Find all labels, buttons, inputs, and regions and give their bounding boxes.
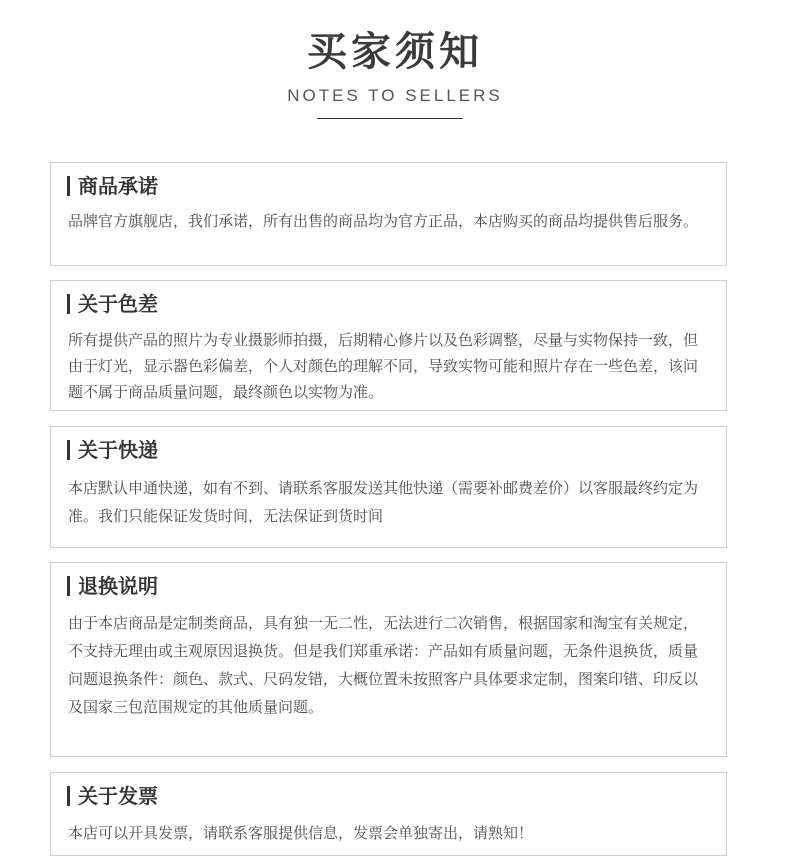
section-title: 商品承诺 — [78, 174, 158, 198]
title-divider — [317, 118, 463, 119]
section-bar — [67, 176, 70, 196]
section-body: 品牌官方旗舰店，我们承诺，所有出售的商品均为官方正品，本店购买的商品均提供售后服务。 — [68, 212, 699, 230]
section-title: 关于快递 — [78, 438, 158, 462]
section-header — [67, 173, 158, 199]
section-header — [67, 573, 158, 599]
section-body: 本店可以开具发票，请联系客服提供信息，发票会单独寄出，请熟知！ — [68, 824, 534, 842]
section-body: 本店默认申通快递，如有不到、请联系客服发送其他快递（需要补邮费差价）以客服最终约定为准。我们只能保证发货时间，无法保证到货时间 — [68, 479, 699, 525]
section-title: 关于色差 — [78, 292, 158, 316]
section-header — [67, 783, 158, 809]
section-title: 关于发票 — [78, 784, 158, 808]
page-subtitle: NOTES TO SELLERS — [287, 86, 503, 105]
section-delivery — [50, 426, 727, 548]
section-color-difference — [50, 280, 727, 411]
section-product-promise — [50, 162, 727, 266]
section-bar — [67, 786, 70, 806]
section-body: 所有提供产品的照片为专业摄影师拍摄，后期精心修片以及色彩调整，尽量与实物保持一致，但由于灯光，显示器色彩偏差，个人对颜色的理解不同，导致实物可能和照片存在一些色差，该问题不属于商品质量问题，最终颜色以实物为准。 — [68, 331, 699, 401]
section-return-policy — [50, 562, 727, 757]
section-bar — [67, 294, 70, 314]
section-title: 退换说明 — [78, 574, 158, 598]
section-invoice — [50, 772, 727, 856]
page-title: 买家须知 — [307, 29, 483, 75]
section-header — [67, 437, 158, 463]
section-header — [67, 291, 158, 317]
section-body: 由于本店商品是定制类商品，具有独一无二性，无法进行二次销售，根据国家和淘宝有关规定，不支持无理由或主观原因退换货。但是我们郑重承诺：产品如有质量问题，无条件退换货，质量问题退换条件：颜色、款式、尺码发错，大概位置未按照客户具体要求定制，图案印错、印反以及国家三包范围规定的其他质量问题。 — [68, 614, 699, 716]
section-bar — [67, 440, 70, 460]
section-bar — [67, 576, 70, 596]
